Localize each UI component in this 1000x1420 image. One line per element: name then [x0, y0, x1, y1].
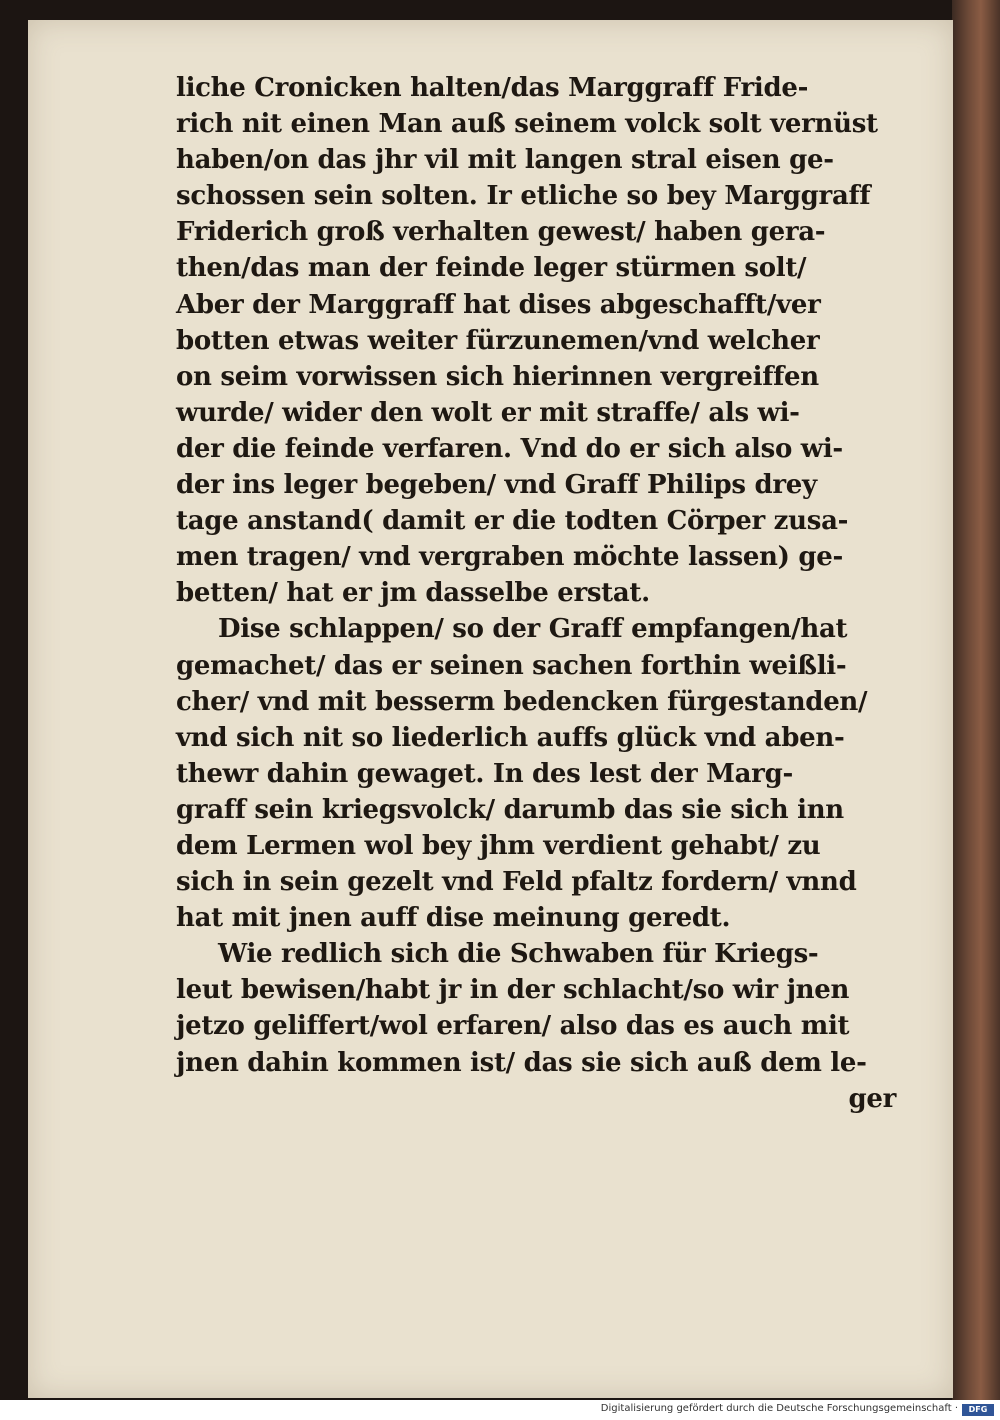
text-line: tage anstand( damit er die todten Cörper zusa- — [176, 506, 849, 537]
text-line: gemachet/ das er seinen sachen forthin weißli- — [176, 650, 847, 681]
text-line: hat mit jnen auff dise meinung geredt. — [176, 903, 731, 934]
text-line: then/das man der feinde leger stürmen solt/ — [176, 253, 807, 284]
book-edge — [952, 0, 1000, 1400]
text-line: Friderich groß verhalten gewest/ haben gera- — [176, 217, 826, 248]
text-line: liche Cronicken halten/das Marggraff Fride- — [176, 73, 809, 103]
book-page — [28, 20, 953, 1398]
footer-bar — [0, 1400, 1000, 1420]
text-line: graff sein kriegsvolck/ darumb das sie sich inn — [176, 794, 844, 825]
text-line: wurde/ wider den wolt er mit straffe/ als wi- — [176, 397, 800, 428]
paragraph-start-line: Wie redlich sich die Schwaben für Kriegs- — [218, 939, 819, 970]
page-text — [176, 70, 896, 1117]
text-line: cher/ vnd mit besserm bedencken fürgestanden/ — [176, 686, 868, 717]
text-line: botten etwas weiter fürzunemen/vnd welcher — [176, 325, 820, 356]
text-line: dem Lermen wol bey jhm verdient gehabt/ zu — [176, 830, 821, 861]
catchword: ger — [848, 1083, 896, 1114]
paragraph-start-line: Dise schlappen/ so der Graff empfangen/hat — [218, 614, 848, 645]
text-line: der die feinde verfaren. Vnd do er sich also wi- — [176, 433, 843, 464]
text-line: betten/ hat er jm dasselbe erstat. — [176, 578, 650, 609]
text-line: sich in sein gezelt vnd Feld pfaltz fordern/ vnnd — [176, 867, 857, 898]
text-line: rich nit einen Man auß seinem volck solt vernüst — [176, 109, 878, 140]
text-line: thewr dahin gewaget. In des lest der Marg- — [176, 758, 793, 789]
dfg-logo: DFG — [962, 1404, 994, 1416]
text-line: on seim vorwissen sich hierinnen vergreiffen — [176, 361, 819, 392]
text-line: men tragen/ vnd vergraben möchte lassen) ge- — [176, 542, 844, 573]
text-line: leut bewisen/habt jr in der schlacht/so wir jnen — [176, 975, 850, 1006]
text-line: haben/on das jhr vil mit langen stral eisen ge- — [176, 145, 834, 176]
text-line: schossen sein solten. Ir etliche so bey Marggraff — [176, 181, 871, 212]
text-line: jetzo geliffert/wol erfaren/ also das es auch mit — [176, 1011, 850, 1042]
funding-credit: Digitalisierung gefördert durch die Deutsche Forschungsgemeinschaft · — [600, 1403, 958, 1414]
text-line: jnen dahin kommen ist/ das sie sich auß dem le- — [176, 1047, 867, 1078]
text-line: vnd sich nit so liederlich auffs glück vnd aben- — [176, 722, 845, 753]
text-line: Aber der Marggraff hat dises abgeschafft/ver — [176, 289, 821, 320]
text-line: der ins leger begeben/ vnd Graff Philips drey — [176, 470, 817, 501]
